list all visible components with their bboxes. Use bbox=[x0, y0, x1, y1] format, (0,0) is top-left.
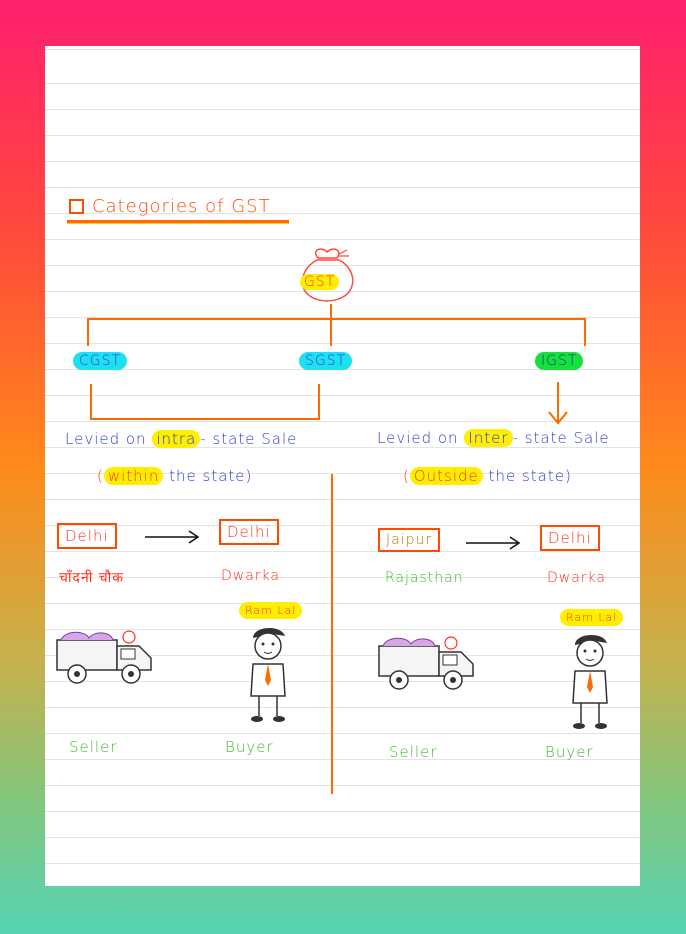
left-buyer-label: Buyer bbox=[225, 738, 274, 756]
delivery-truck-icon bbox=[55, 626, 159, 686]
right-buyer-name: Ram Lal bbox=[560, 609, 623, 626]
delivery-truck-icon bbox=[377, 632, 481, 692]
left-from-city: Delhi bbox=[57, 523, 117, 549]
arrow-right-icon bbox=[145, 529, 201, 545]
bracket-bottom bbox=[90, 418, 320, 420]
left-from-area: चाँदनी चौक bbox=[59, 570, 125, 586]
tree-connector-sgst bbox=[330, 318, 332, 346]
right-levied-text: Levied on Inter - state Sale bbox=[377, 429, 610, 447]
right-to-area: Dwarka bbox=[547, 570, 607, 586]
gst-label: GST bbox=[300, 274, 339, 290]
vertical-divider bbox=[331, 474, 333, 794]
right-seller-label: Seller bbox=[389, 743, 438, 761]
igst-label: IGST bbox=[535, 352, 583, 370]
right-from-area: Rajasthan bbox=[385, 570, 464, 586]
cgst-label: CGST bbox=[73, 352, 127, 370]
left-buyer-name: Ram Lal bbox=[239, 602, 302, 619]
tree-connector-cgst bbox=[87, 318, 89, 346]
right-scope-text: ( Outside the state) bbox=[403, 467, 572, 485]
within-highlight: within bbox=[104, 467, 164, 485]
right-to-city: Delhi bbox=[540, 525, 600, 551]
right-from-city: Jaipur bbox=[378, 528, 440, 552]
left-to-city: Delhi bbox=[219, 519, 279, 545]
outside-highlight: Outside bbox=[410, 467, 483, 485]
left-to-area: Dwarka bbox=[221, 568, 281, 584]
notebook-page bbox=[45, 46, 640, 886]
bracket-right bbox=[318, 384, 320, 420]
title-underline bbox=[67, 220, 289, 224]
left-scope-text: ( within the state) bbox=[97, 467, 253, 485]
left-seller-label: Seller bbox=[69, 738, 118, 756]
tree-connector-igst bbox=[584, 318, 586, 346]
person-icon bbox=[243, 624, 293, 724]
inter-highlight: Inter bbox=[464, 429, 512, 447]
left-levied-text: Levied on intra - state Sale bbox=[65, 430, 298, 448]
person-icon bbox=[565, 631, 615, 731]
intra-highlight: intra bbox=[152, 430, 200, 448]
tree-connector-horizontal bbox=[87, 318, 586, 320]
checkbox-square-icon bbox=[69, 199, 84, 214]
right-buyer-label: Buyer bbox=[545, 743, 594, 761]
bracket-left bbox=[90, 384, 92, 420]
arrow-right-icon bbox=[466, 535, 522, 551]
sgst-label: SGST bbox=[299, 352, 352, 370]
arrow-down-icon bbox=[545, 382, 571, 426]
page-title: Categories of GST bbox=[92, 196, 271, 217]
